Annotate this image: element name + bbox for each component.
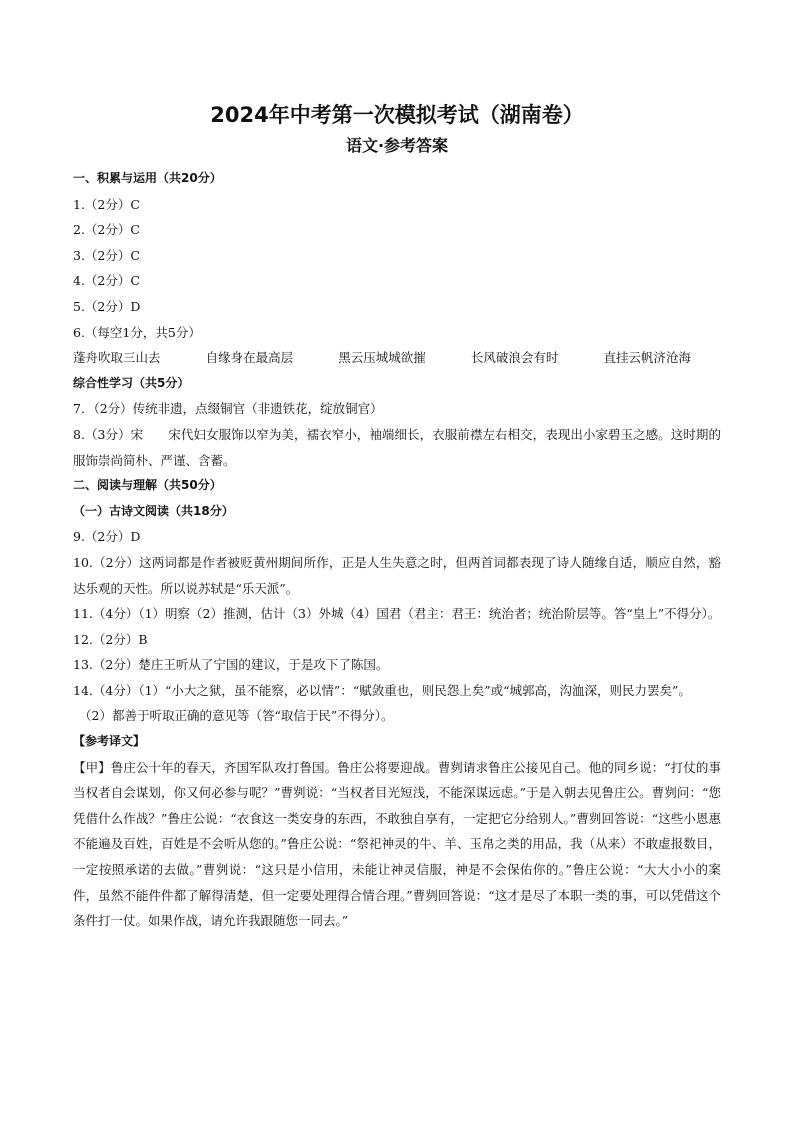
answer-q1: 1.（2分）C — [73, 196, 140, 212]
answer-q10: 10.（2分）这两词都是作者被贬黄州期间所作，正是人生失意之时，但两首词都表现了诗人随缘自适，顺应自然，豁达乐观的天性。所以说苏轼是“乐天派”。 — [73, 554, 721, 596]
answer-q4: 4.（2分）C — [73, 273, 140, 289]
answer-q12: 12.（2分）B — [73, 631, 148, 647]
answer-q11: 11.（4分）（1）明察（2）推测，估计（3）外城（4）国君（君主：君王：统治者；统治阶层等。答“皇上”不得分）。 — [73, 606, 721, 622]
q6-fill-4: 长风破浪会有时 — [470, 350, 559, 366]
answer-q14-part1: 14.（4分）（1）“小大之狱，虽不能察，必以情”：“赋敛重也，则民怨上矣”或“城郭高，沟洫深，则民力罢矣”。 — [73, 682, 691, 698]
page-title: 2024年中考第一次模拟考试（湖南卷） — [210, 103, 584, 127]
answer-q5: 5.（2分）D — [73, 298, 141, 314]
answer-q3: 3.（2分）C — [73, 247, 140, 263]
reference-translation-label: 【参考译文】 — [73, 734, 146, 749]
answer-q9: 9.（2分）D — [73, 529, 141, 545]
answer-q13: 13.（2分）楚庄王听从了宁国的建议，于是攻下了陈国。 — [73, 657, 389, 673]
reference-translation-text: 【甲】鲁庄公十年的春天，齐国军队攻打鲁国。鲁庄公将要迎战。曹刿请求鲁庄公接见自己。他的同乡说：“打仗的事当权者自会谋划，你又何必参与呢？”曹刿说：“当权者目光短浅，不能深谋远虑。”于是入朝去见鲁庄公。曹刿问：“您凭借什么作战？”鲁庄公说：“衣食这一类安身的东西，不敢独自享有，一定把它分给别人。”曹刿回答说：“这些小恩惠不能遍及百姓，百姓是不会听从您的。”鲁庄公说：“祭祀神灵的牛、羊、玉帛之类的用品，我（从来）不敢虚报数目，一定按照承诺的去做。”曹刿说：“这只是小信用，未能让神灵信服，神是不会保佑你的。”鲁庄公说：“大大小小的案件，虽然不能件件都了解得清楚，但一定要处理得合情合理。”曹刿回答说：“这才是尽了本职一类的事，可以凭借这个条件打一仗。如果作战，请允许我跟随您一同去。” — [73, 759, 721, 929]
section2-heading: 二、阅读与理解（共50分） — [73, 478, 222, 493]
answer-q14-part2: （2）都善于听取正确的意见等（答“取信于民”不得分）。 — [79, 708, 394, 724]
answer-q2: 2.（2分）C — [73, 222, 140, 238]
section1-heading: 一、积累与运用（共20分） — [73, 171, 222, 185]
answer-q7: 7．（2分）传统非遗，点缀铜官（非遗铁花，绽放铜官） — [73, 401, 383, 417]
q6-fill-5: 直挂云帆济沧海 — [603, 350, 691, 366]
answer-q6-label: 6.（每空1分，共5分） — [73, 324, 201, 340]
q6-fill-1: 蓬舟吹取三山去 — [73, 350, 161, 366]
answer-q6-fills — [73, 345, 721, 371]
section2-subheading: （一）古诗文阅读（共18分） — [73, 503, 234, 518]
page-subtitle: 语文·参考答案 — [345, 136, 449, 155]
q6-fill-2: 自缘身在最高层 — [205, 350, 294, 366]
answer-q8: 8.（3分）宋 宋代妇女服饰以窄为美，襦衣窄小，袖端细长，衣服前襟左右相交，表现出小家碧玉之感。这时期的服饰崇尚简朴、严谨、含蓄。 — [73, 426, 721, 468]
comprehensive-heading: 综合性学习（共5分） — [73, 375, 190, 390]
q6-fill-3: 黑云压城城欲摧 — [338, 350, 426, 366]
